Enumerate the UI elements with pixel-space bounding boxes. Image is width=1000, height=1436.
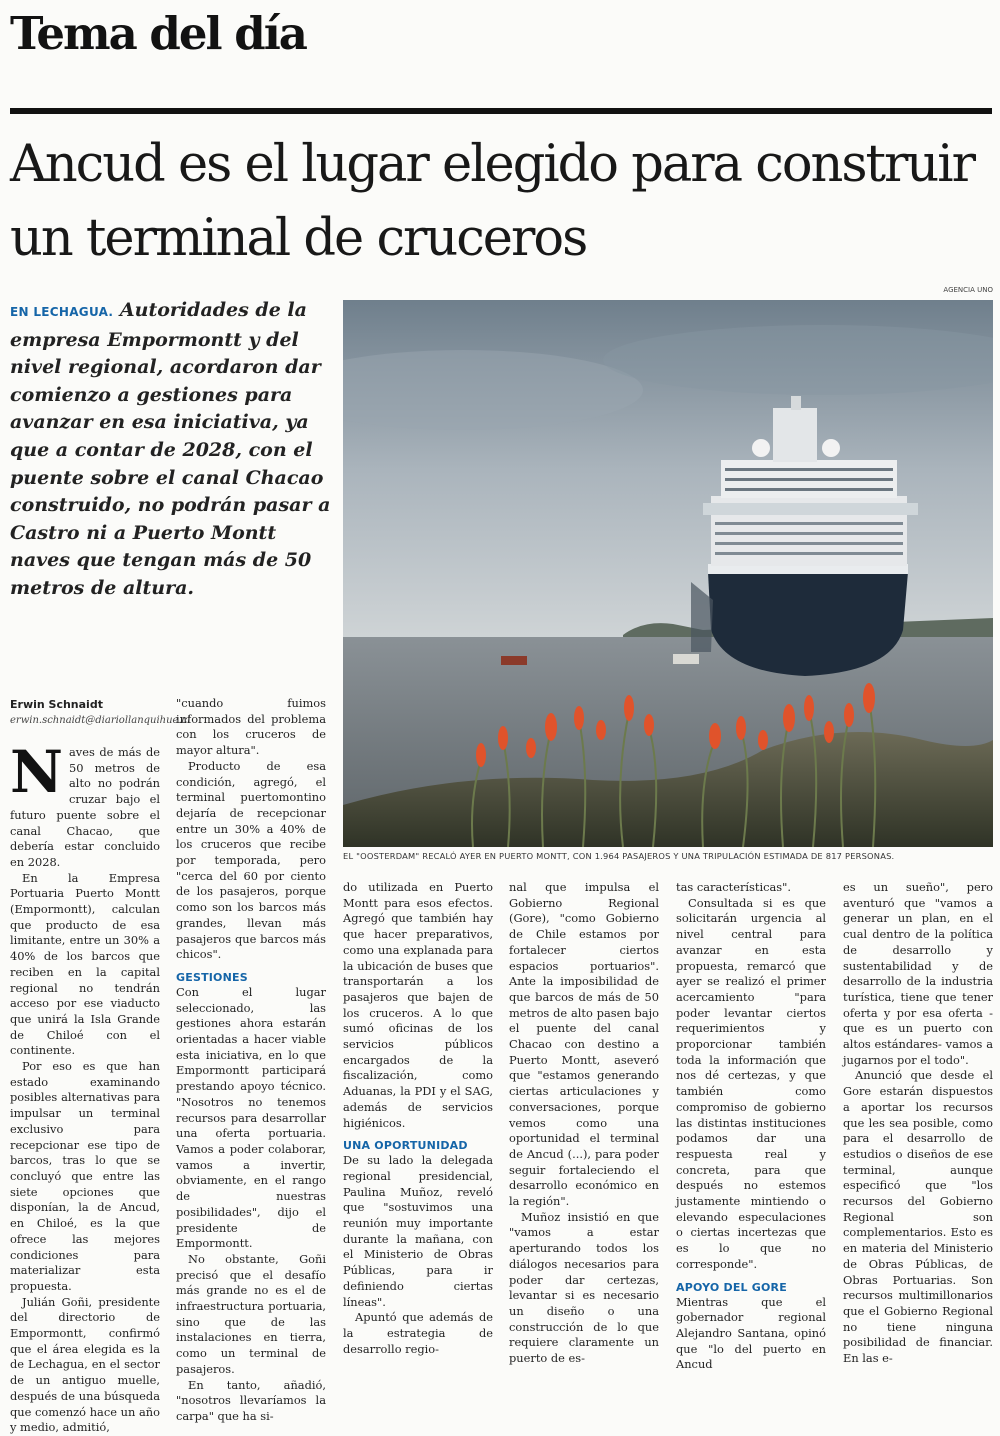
- paragraph: Por eso es que han estado examinando posibles alternativas para impulsar un terminal exclusivo para recepcionar ese tipo de barcos, tras lo que se concluyó que entre las siete opciones que disponían, la de Ancud, en Chiloé, es la que ofrece las mejores condiciones para materializar esta propuesta.: [10, 1059, 160, 1293]
- article-column-3: [343, 880, 493, 1357]
- paragraph: No obstante, Goñi precisó que el desafío más grande no es el de infraestructura portuaria, sino que de las instalaciones en tierra, como un terminal de pasajeros.: [176, 1251, 326, 1376]
- paragraph: Apuntó que además de la estrategia de desarrollo regio-: [343, 1310, 493, 1356]
- cruise-ship-photo: [343, 300, 993, 847]
- lead-text: Autoridades de la empresa Empormontt y del nivel regional, acordaron dar comienzo a gestiones para avanzar en esa iniciativa, ya que a contar de 2028, con el puente sobre el canal Chacao construido, no podrán pasar a Castro ni a Puerto Montt naves que tengan más de 50 metros de altura.: [10, 299, 331, 599]
- paragraph: Mientras que el gobernador regional Alejandro Santana, opinó que "lo del puerto en Ancud: [676, 1294, 826, 1372]
- paragraph: Julián Goñi, presidente del directorio de Empormontt, confirmó que el área elegida es la de Lechagua, en el sector de un antiguo muelle, después de una búsqueda que comenzó hace un año y medio, admitió,: [10, 1294, 160, 1435]
- subhead-oportunidad: UNA OPORTUNIDAD: [343, 1139, 468, 1153]
- tender-boat: [673, 654, 699, 664]
- paragraph: do utilizada en Puerto Montt para esos efectos. Agregó que también hay que hacer preparativos, como una explanada para la ubicación de buses que transportarán a los pasajeros que bajen de los cruceros. A lo que sumó oficinas de los servicios públicos encargados de la fiscalización, como Aduanas, la PDI y el SAG, además de servicios higiénicos.: [343, 880, 493, 1130]
- article-column-1: [10, 738, 160, 1436]
- paragraph: tas características".: [676, 880, 791, 894]
- section-rule: [10, 108, 992, 114]
- section-title: Tema del día: [10, 7, 306, 60]
- article-column-5: [676, 880, 826, 1373]
- lead-kicker: EN LECHAGUA.: [10, 305, 114, 319]
- paragraph: Muñoz insistió en que "vamos a estar aperturando todos los diálogos necesarios para poder dar certezas, levantar si es necesario un diseño o una construcción de lo que requiere claramente un puerto de es-: [509, 1209, 659, 1366]
- drop-cap: N: [10, 738, 64, 806]
- headline: Ancud es el lugar elegido para construir un terminal de cruceros: [10, 135, 974, 268]
- paragraph: En la Empresa Portuaria Puerto Montt (Empormontt), calculan que producto de esa limitante, entre un 30% a 40% de los barcos que reciben en la capital regional no tendrán acceso por ese viaducto que unirá la Isla Grande de Chiloé con el continente.: [10, 870, 160, 1058]
- photo-credit: AGENCIA UNO: [943, 286, 993, 294]
- paragraph: Anunció que desde el Gore estarán dispuestos a aportar los recursos que les sea posible, como para el desarrollo de estudios o diseños de ese terminal, aunque especificó que "los recursos del Gobierno Regional son complementarios. Esto es en materia del Ministerio de Obras Públicas, de Obras Portuarias. Son recursos multimillonarios que el Gobierno Regional no tiene ninguna posibilidad de financiar. En las e-: [843, 1068, 993, 1366]
- small-boat: [501, 656, 527, 665]
- paragraph: es un sueño", pero aventuró que "vamos a generar un plan, en el cual dentro de la política de desarrollo y sustentabilidad y de desarrollo de la industria turística, tiene que tener oferta y por esa oferta -que es un puerto con altos estándares- vamos a jugarnos por el todo".: [843, 880, 993, 1067]
- photo-caption: EL "OOSTERDAM" RECALÓ AYER EN PUERTO MONTT, CON 1.964 PASAJEROS Y UNA TRIPULACIÓN ESTIMADA DE 817 PERSONAS.: [343, 851, 895, 861]
- paragraph: De su lado la delegada regional presidencial, Paulina Muñoz, reveló que "sostuvimos una reunión muy importante durante la mañana, con el Ministerio de Obras Públicas, para ir definiendo ciertas líneas".: [343, 1153, 493, 1309]
- paragraph: Producto de esa condición, agregó, el terminal puertomontino dejaría de recepcionar entre un 30% a 40% de los cruceros que recibe por temporada, pero "cerca del 60 por ciento de los pasajeros, porque como son los barcos más grandes, llevan más pasajeros que barcos más chicos".: [176, 758, 326, 962]
- paragraph: aves de más de 50 metros de alto no podrán cruzar bajo el futuro puente sobre el canal Chacao, que debería estar concluido en 2028.: [10, 745, 160, 869]
- byline-author: Erwin Schnaidt: [10, 698, 103, 711]
- paragraph: Con el lugar seleccionado, las gestiones ahora estarán orientadas a hacer viable esta iniciativa, en lo que Empormontt participará prestando apoyo técnico. "Nosotros no tenemos recursos para desarrollar una oferta portuaria. Vamos a poder colaborar, vamos a invertir, obviamente, en el rango de nuestras posibilidades", dijo el presidente de Empormontt.: [176, 984, 326, 1251]
- paragraph: "cuando fuimos informados del problema con los cruceros de mayor altura".: [176, 696, 326, 758]
- article-column-6: [843, 880, 993, 1367]
- paragraph: Consultada si es que solicitarán urgencia al nivel central para avanzar en esta propuesta, remarcó que ayer se realizó el primer acercamiento "para poder levantar ciertos requerimientos y proporcionar también toda la información que nos dé certezas, y que también como compromiso de gobierno las distintas instituciones podamos dar una respuesta real y concreta, para que después no estemos justamente mintiendo o elevando especulaciones o ciertas incertezas que es lo que no corresponde".: [676, 895, 826, 1271]
- byline-email[interactable]: erwin.schnaidt@diariollanquihue.cl: [10, 715, 191, 726]
- paragraph: En tanto, añadió, "nosotros llevaríamos la carpa" que ha si-: [176, 1377, 326, 1423]
- subhead-gestiones: GESTIONES: [176, 970, 248, 984]
- lead-paragraph: [10, 297, 335, 603]
- article-column-4: [509, 880, 659, 1367]
- article-column-2: [176, 696, 326, 1425]
- paragraph: nal que impulsa el Gobierno Regional (Gore), "como Gobierno de Chile estamos por fortalecer ciertos espacios portuarios". Ante la imposibilidad de que barcos de más de 50 metros de alto pasen bajo el puente del canal Chacao con destino a Puerto Montt, aseveró que "estamos generando ciertas articulaciones y conversaciones, porque vemos como una oportunidad el terminal de Ancud (...), para poder seguir fortaleciendo el desarrollo económico en la región".: [509, 880, 659, 1209]
- subhead-gore: APOYO DEL GORE: [676, 1280, 787, 1294]
